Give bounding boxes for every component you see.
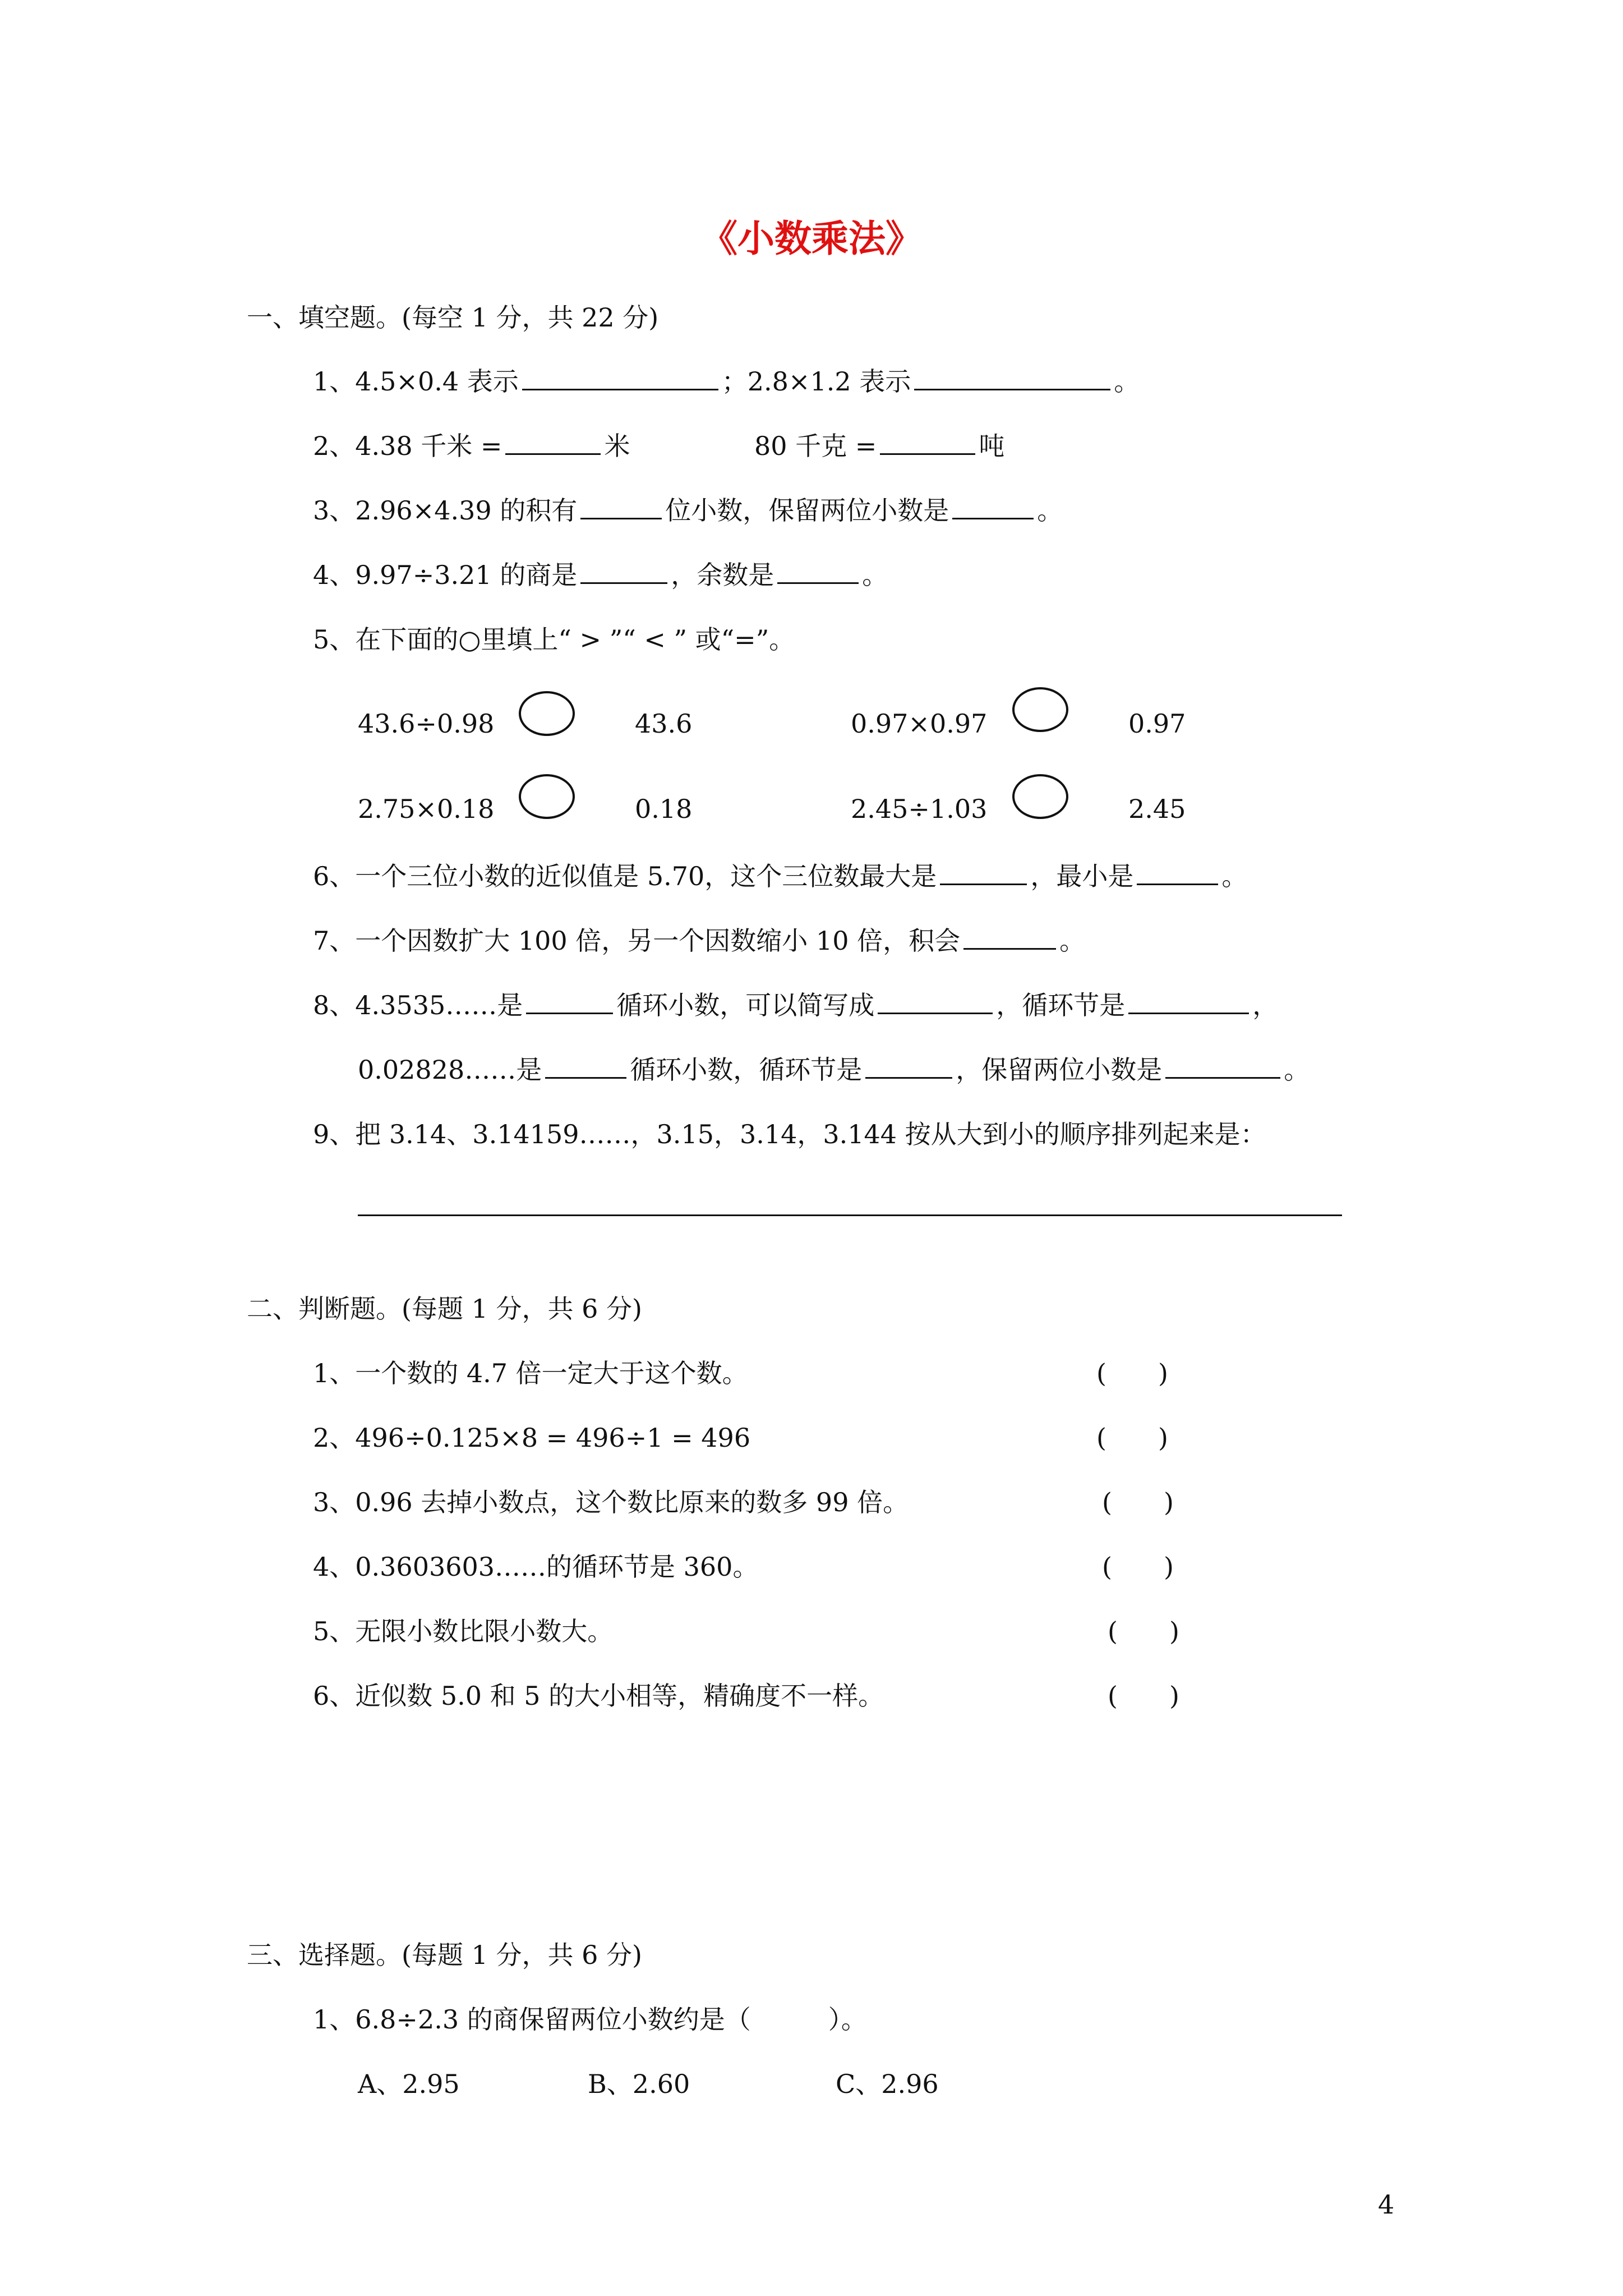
question-text: ，循环节是 <box>996 990 1126 1020</box>
question-text: 3、2.96×4.39 的积有 <box>313 495 578 526</box>
compare-right: 43.6 <box>635 708 693 739</box>
question-text: ，保留两位小数是 <box>956 1055 1163 1085</box>
compare-right: 2.45 <box>1128 794 1186 824</box>
judge-item: 4、0.3603603……的循环节是 360。 <box>313 1552 759 1582</box>
judge-item: 5、无限小数比限小数大。 <box>313 1616 614 1646</box>
question-1-3 <box>313 494 1063 527</box>
compare-circle[interactable] <box>519 774 575 819</box>
answer-blank[interactable] <box>940 860 1027 885</box>
answer-blank[interactable] <box>878 989 993 1014</box>
answer-blank[interactable] <box>914 365 1110 390</box>
judge-answer-paren[interactable]: ( ) <box>1096 1423 1168 1453</box>
question-text: 8、4.3535……是 <box>313 990 523 1020</box>
question-text: 吨 <box>979 431 1005 461</box>
question-text: 2、4.38 千米 = <box>313 431 502 461</box>
section-heading-fill-in: 一、填空题。(每空 1 分，共 22 分) <box>247 302 659 333</box>
choice-option-b[interactable]: B、2.60 <box>588 2069 690 2099</box>
question-text: 6、一个三位小数的近似值是 5.70，这个三位数最大是 <box>313 861 937 891</box>
question-1-4 <box>313 558 888 592</box>
judge-answer-paren[interactable]: ( ) <box>1102 1552 1174 1582</box>
choice-option-a[interactable]: A、2.95 <box>358 2069 460 2099</box>
answer-blank[interactable] <box>526 989 613 1014</box>
section-heading-true-false: 二、判断题。(每题 1 分，共 6 分) <box>247 1294 642 1324</box>
question-1-9: 9、把 3.14、3.14159……，3.15，3.14，3.144 按从大到小的顺序排列起来是： <box>313 1119 1266 1149</box>
compare-right: 0.18 <box>635 794 693 824</box>
answer-blank[interactable] <box>880 430 975 455</box>
question-text: 0.02828……是 <box>358 1055 542 1085</box>
question-text: ，余数是 <box>671 560 774 590</box>
answer-blank[interactable] <box>777 559 859 584</box>
question-text: ；2.8×1.2 表示 <box>721 366 911 397</box>
answer-blank[interactable] <box>865 1053 952 1079</box>
answer-blank[interactable] <box>1137 860 1218 885</box>
question-text: ，最小是 <box>1030 861 1134 891</box>
judge-answer-paren[interactable]: ( ) <box>1096 1358 1168 1388</box>
judge-answer-paren[interactable]: ( ) <box>1102 1487 1174 1517</box>
question-1-2 <box>313 429 630 463</box>
question-text: 1、4.5×0.4 表示 <box>313 366 519 397</box>
judge-answer-paren[interactable]: ( ) <box>1108 1616 1179 1646</box>
question-text: 米 <box>604 431 630 461</box>
page-number: 4 <box>1378 2189 1395 2220</box>
answer-blank[interactable] <box>522 365 718 390</box>
answer-blank[interactable] <box>580 494 662 519</box>
compare-left: 0.97×0.97 <box>851 708 988 739</box>
compare-right: 0.97 <box>1128 708 1186 739</box>
question-text: 位小数，保留两位小数是 <box>665 495 949 526</box>
judge-item: 2、496÷0.125×8 = 496÷1 = 496 <box>313 1423 751 1453</box>
compare-left: 43.6÷0.98 <box>358 708 495 739</box>
judge-item: 6、近似数 5.0 和 5 的大小相等，精确度不一样。 <box>313 1681 884 1711</box>
answer-blank[interactable] <box>505 430 601 455</box>
question-text: 。 <box>1114 366 1140 397</box>
question-text: ， <box>1252 990 1279 1020</box>
answer-blank[interactable] <box>580 559 667 584</box>
question-text: 循环小数，可以简写成 <box>616 990 875 1020</box>
question-text: 。 <box>1059 926 1086 956</box>
choice-option-c[interactable]: C、2.96 <box>836 2069 939 2099</box>
question-text: 。 <box>1284 1055 1310 1085</box>
question-1-6 <box>313 859 1247 893</box>
compare-left: 2.75×0.18 <box>358 794 495 824</box>
section-heading-multiple-choice: 三、选择题。(每题 1 分，共 6 分) <box>247 1940 642 1970</box>
question-1-7 <box>313 924 1085 958</box>
question-text: 。 <box>1221 861 1248 891</box>
question-text: 4、9.97÷3.21 的商是 <box>313 560 578 590</box>
choice-question: 1、6.8÷2.3 的商保留两位小数约是（ ）。 <box>313 2004 867 2035</box>
question-text: 7、一个因数扩大 100 倍，另一个因数缩小 10 倍，积会 <box>313 926 961 956</box>
judge-item: 1、一个数的 4.7 倍一定大于这个数。 <box>313 1358 748 1388</box>
question-text: 。 <box>1037 495 1063 526</box>
judge-answer-paren[interactable]: ( ) <box>1108 1681 1179 1711</box>
page-title: 《小数乘法》 <box>700 217 923 260</box>
question-1-8b <box>358 1053 1310 1087</box>
question-1-8 <box>313 988 1278 1022</box>
question-text: 。 <box>862 560 888 590</box>
answer-blank[interactable] <box>545 1053 626 1079</box>
question-text: 80 千克 = <box>754 431 877 461</box>
compare-circle[interactable] <box>1012 774 1068 819</box>
judge-item: 3、0.96 去掉小数点，这个数比原来的数多 99 倍。 <box>313 1487 909 1517</box>
compare-circle[interactable] <box>519 691 575 736</box>
compare-left: 2.45÷1.03 <box>851 794 988 824</box>
answer-line[interactable] <box>358 1214 1342 1216</box>
question-text: 循环小数，循环节是 <box>630 1055 863 1085</box>
answer-blank[interactable] <box>1165 1053 1280 1079</box>
answer-blank[interactable] <box>1128 989 1249 1014</box>
question-1-5: 5、在下面的○里填上“ > ”“ < ” 或“=”。 <box>313 624 795 655</box>
question-1-2b <box>754 429 1004 463</box>
answer-blank[interactable] <box>952 494 1034 519</box>
question-1-1 <box>313 365 1140 398</box>
answer-blank[interactable] <box>963 924 1056 950</box>
compare-circle[interactable] <box>1012 687 1068 732</box>
